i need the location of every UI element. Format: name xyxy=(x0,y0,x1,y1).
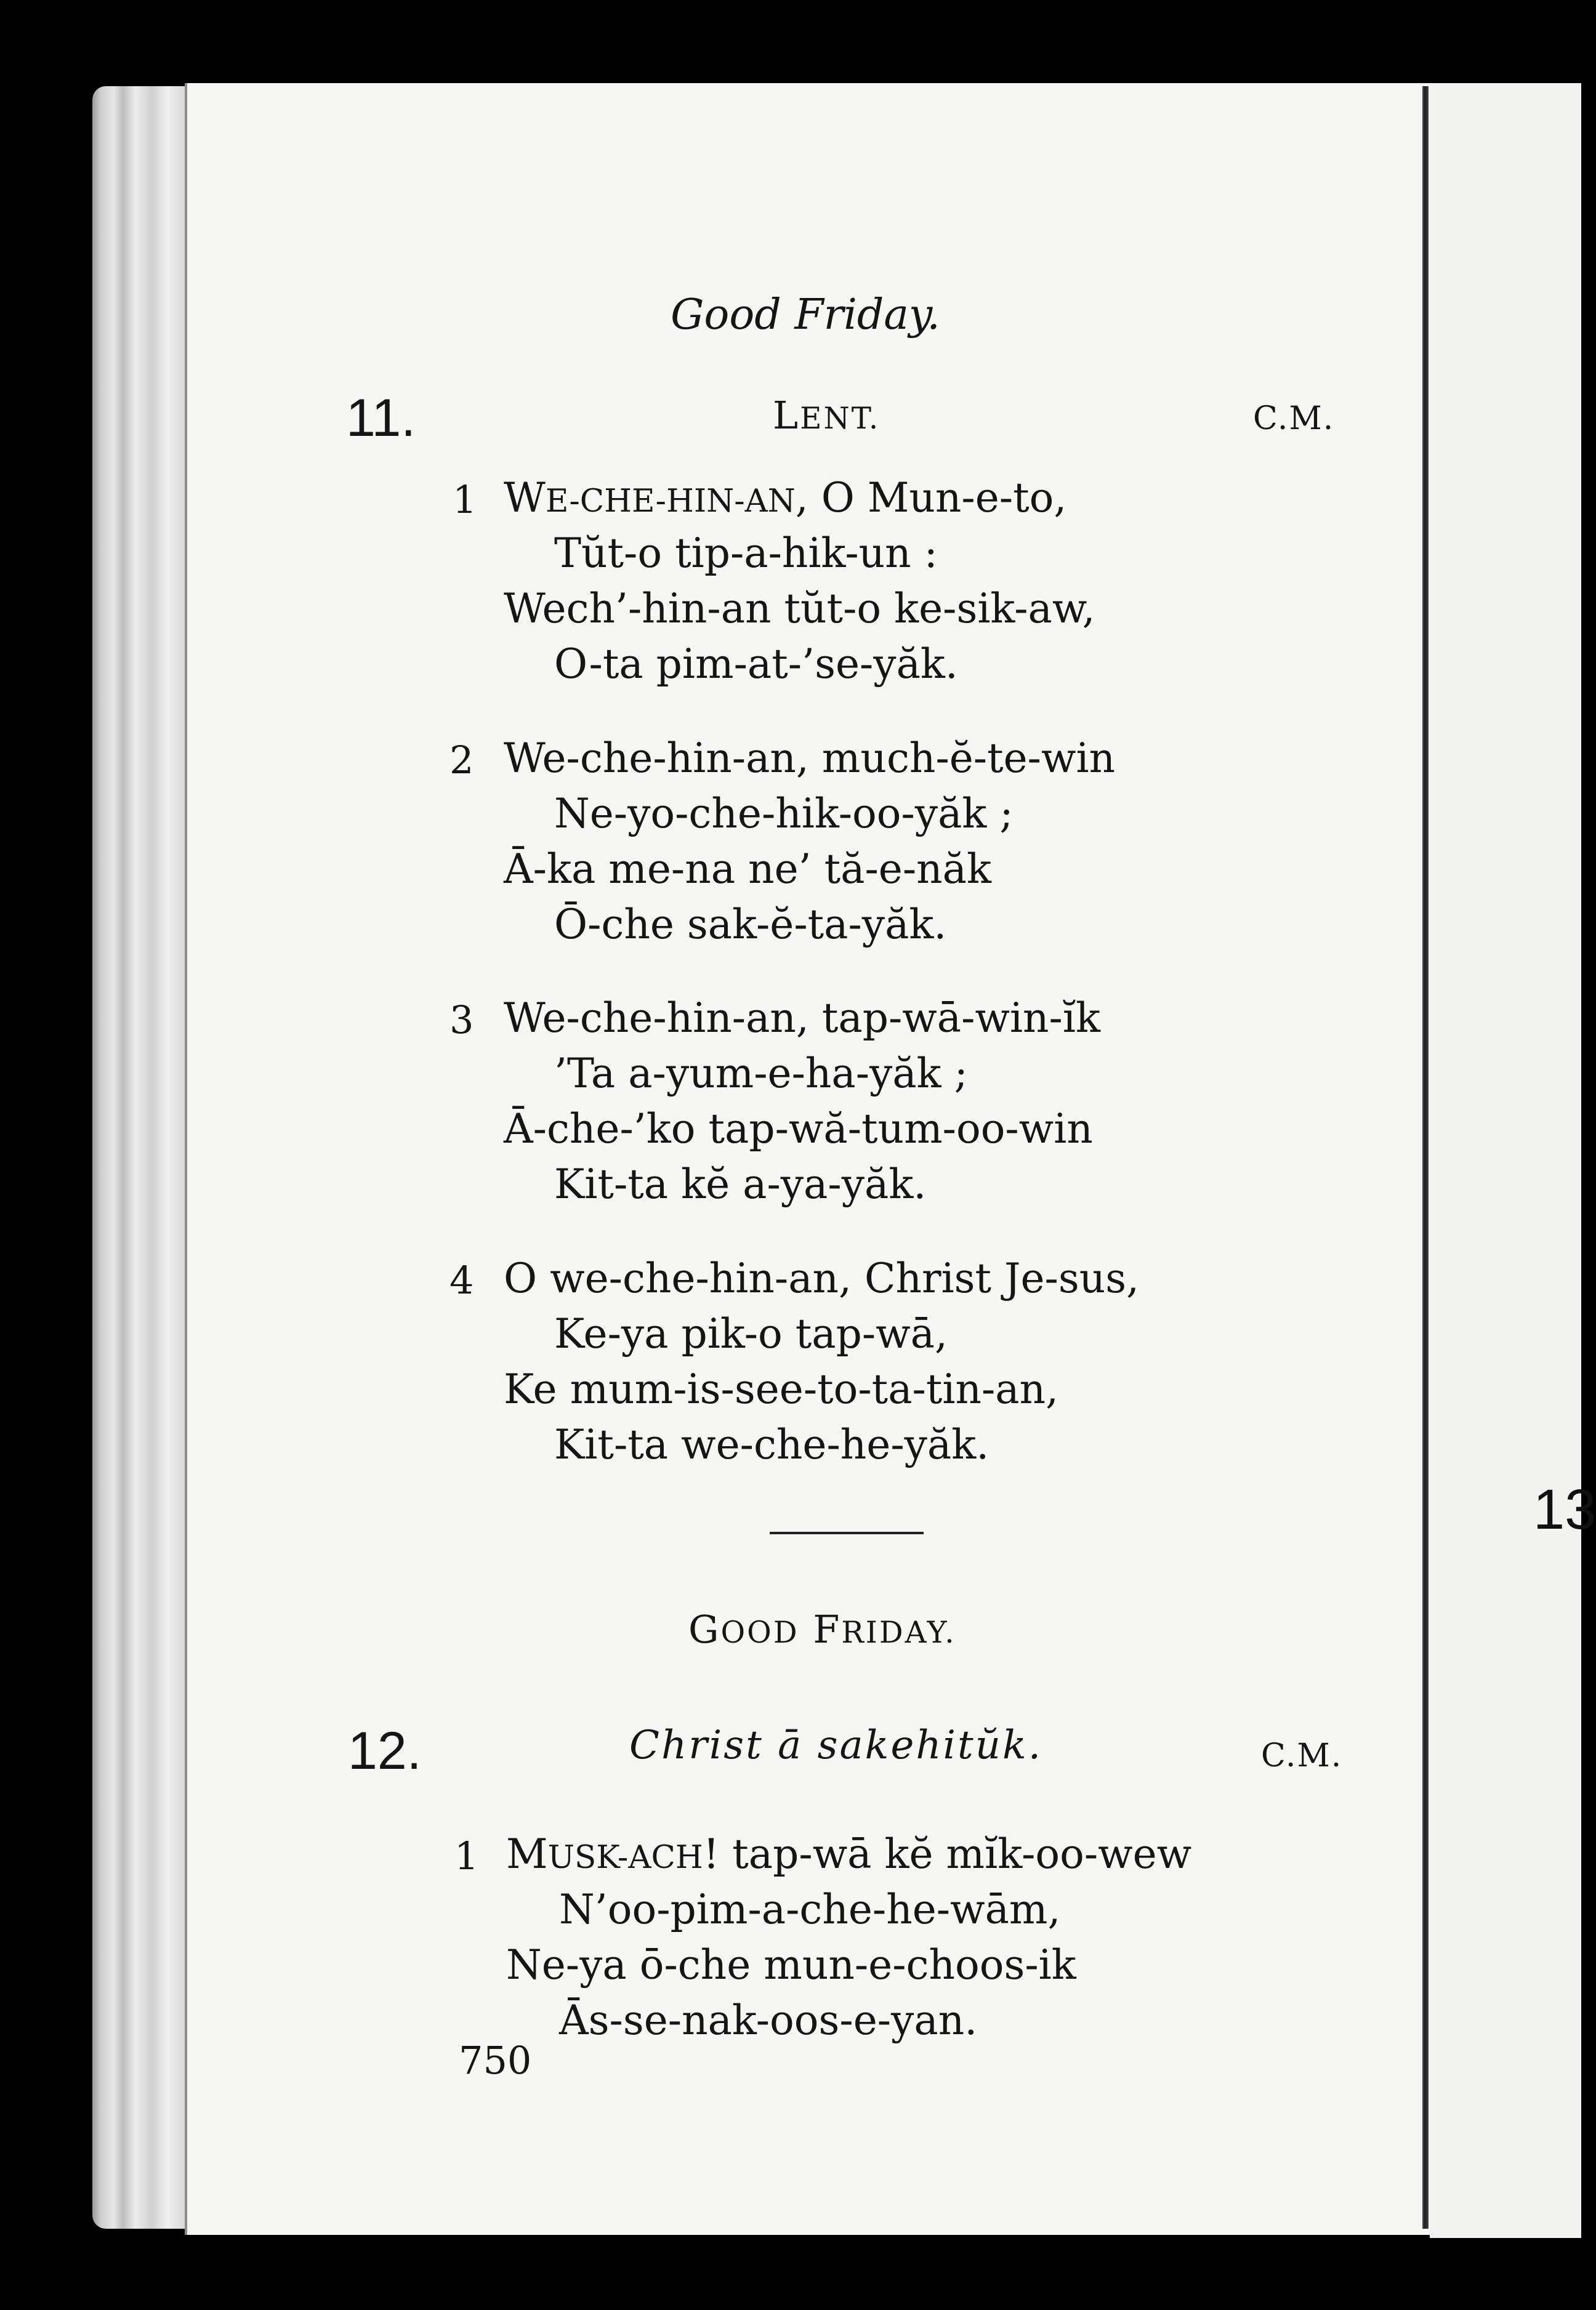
verse-line: MUSK-ACH! tap-wā kĕ mĭk-oo-wew xyxy=(506,1830,1192,1878)
verse-line: We-che-hin-an, tap-wā-win-ĭk xyxy=(504,994,1100,1042)
verse-number: 2 xyxy=(449,738,474,783)
facing-page-edge xyxy=(1430,83,1581,2238)
verse-number: 1 xyxy=(453,477,477,522)
running-head: Good Friday. xyxy=(671,291,940,339)
verse-line: Ō-che sak-ĕ-ta-yăk. xyxy=(554,901,947,948)
verse-line: O we-che-hin-an, Christ Je-sus, xyxy=(504,1255,1140,1302)
verse-line: Ā-ka me-na ne’ tă-e-năk xyxy=(504,845,991,893)
verse-number: 4 xyxy=(449,1258,474,1303)
hymn-title: LENT. xyxy=(773,393,881,438)
page-number: 750 xyxy=(459,2038,532,2083)
hymn-number: 12. xyxy=(348,1721,422,1781)
verse-line: Ā-che-’ko tap-wă-tum-oo-win xyxy=(504,1105,1093,1153)
verse-line: WE-CHE-HIN-AN, O Mun-e-to, xyxy=(504,474,1067,521)
verse-line: Ke mum-is-see-to-ta-tin-an, xyxy=(504,1366,1059,1413)
verse-line: Ne-yo-che-hik-oo-yăk ; xyxy=(554,790,1014,837)
verse-number: 3 xyxy=(449,997,474,1042)
verse-line: We-che-hin-an, much-ĕ-te-win xyxy=(504,734,1116,782)
facing-page-number: 13 xyxy=(1533,1478,1596,1541)
verse-line: Kit-ta we-che-he-yăk. xyxy=(554,1421,989,1468)
verse-line: N’oo-pim-a-che-he-wām, xyxy=(559,1886,1061,1933)
section-heading: GOOD FRIDAY. xyxy=(688,1607,956,1652)
page-edge-stack xyxy=(92,86,200,2229)
hymn-title: Christ ā sakehitŭk. xyxy=(629,1723,1043,1768)
verse-number: 1 xyxy=(454,1833,479,1878)
hymn-meter: C.M. xyxy=(1253,400,1335,437)
verse-line: Kit-ta kĕ a-ya-yăk. xyxy=(554,1161,927,1208)
verse-line: O-ta pim-at-’se-yăk. xyxy=(554,640,958,688)
verse-line: Ās-se-nak-oos-e-yan. xyxy=(559,1997,978,2044)
verse-line: Ke-ya pik-o tap-wā, xyxy=(554,1310,948,1358)
verse-line: Wech’-hin-an tŭt-o ke-sik-aw, xyxy=(504,585,1095,632)
verse-line: ’Ta a-yum-e-ha-yăk ; xyxy=(554,1050,968,1097)
verse-line: Ne-ya ō-che mun-e-choos-ik xyxy=(506,1941,1076,1989)
verse-line: Tŭt-o tip-a-hik-un : xyxy=(554,529,938,577)
hymn-meter: C.M. xyxy=(1261,1737,1343,1774)
section-divider xyxy=(770,1532,924,1534)
book-gutter xyxy=(1422,86,1429,2229)
hymn-number: 11. xyxy=(346,388,416,448)
